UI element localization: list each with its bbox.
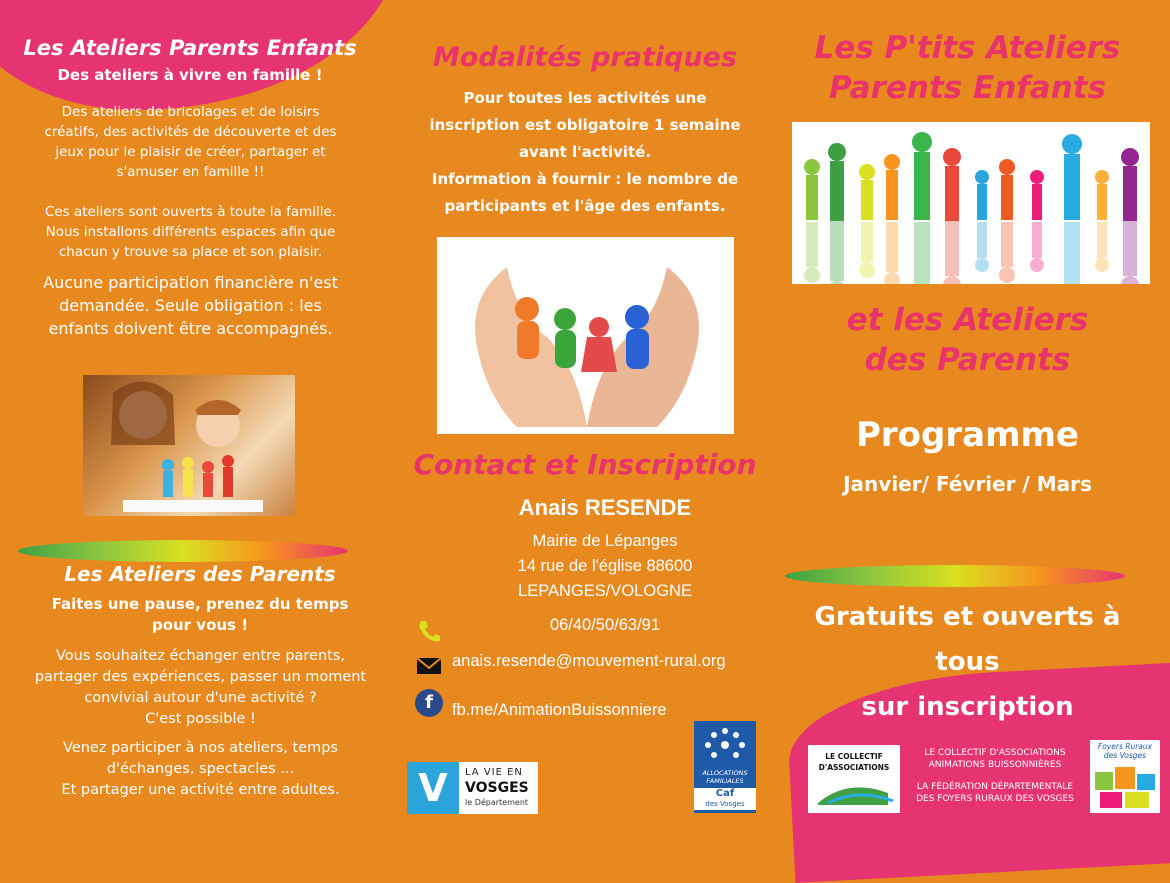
heading-modalites: Modalités pratiques bbox=[432, 42, 738, 73]
paragraph-ouverts bbox=[18, 202, 363, 262]
text-line: Venez participer à nos ateliers, temps bbox=[63, 740, 338, 756]
title-line: et les Ateliers bbox=[846, 302, 1089, 338]
contact-name: Anais RESENDE bbox=[518, 495, 692, 520]
logo-caf bbox=[694, 721, 756, 813]
contact-phone[interactable]: 06/40/50/63/91 bbox=[549, 616, 661, 634]
text-line: pour vous ! bbox=[151, 616, 249, 634]
text-line: Mairie de Lépanges bbox=[532, 532, 678, 550]
ateliers-parents-block bbox=[0, 562, 400, 636]
subheading-famille: Des ateliers à vivre en famille ! bbox=[57, 66, 323, 84]
text-line: Vous souhaitez échanger entre parents, bbox=[55, 648, 346, 664]
text-line: inscription est obligatoire 1 semaine bbox=[429, 116, 741, 134]
heading-ateliers-parents-enfants: Les Ateliers Parents Enfants bbox=[23, 36, 357, 60]
text-line: Ces ateliers sont ouverts à toute la famille. bbox=[44, 204, 337, 220]
paragraph-participer bbox=[18, 738, 383, 801]
text-line: participants et l'âge des enfants. bbox=[444, 197, 726, 215]
text-line: LEPANGES/VOLOGNE bbox=[518, 582, 692, 600]
paragraph-bricolages bbox=[18, 102, 363, 182]
phone-icon bbox=[416, 618, 442, 648]
title-line: Parents Enfants bbox=[828, 70, 1107, 106]
logo-text: LE COLLECTIF bbox=[825, 752, 883, 761]
text-line: s'amuser en famille !! bbox=[116, 164, 265, 180]
text-line: DES FOYERS RURAUX DES VOSGES bbox=[916, 794, 1074, 804]
text-line: Pour toutes les activités une bbox=[463, 89, 707, 107]
caf-bottom bbox=[694, 788, 756, 810]
contact-facebook[interactable]: fb.me/AnimationBuissonniere bbox=[452, 701, 667, 719]
text-line: ANIMATIONS BUISSONNIÈRES bbox=[928, 760, 1062, 770]
text-line: partager des expériences, passer un moment bbox=[34, 669, 367, 685]
spacer bbox=[905, 771, 1085, 781]
vosges-v-icon: V bbox=[407, 762, 459, 814]
logo-vosges bbox=[407, 762, 538, 814]
text-line: convivial autour d'une activité ? bbox=[84, 690, 317, 706]
caf-figures-icon bbox=[694, 721, 756, 765]
logo-text: VOSGES bbox=[465, 780, 529, 796]
text-line: enfants doivent être accompagnés. bbox=[48, 319, 333, 338]
collectif-landscape-icon bbox=[808, 773, 900, 813]
programme-label: Programme bbox=[855, 415, 1079, 455]
programme-months: Janvier/ Février / Mars bbox=[843, 472, 1092, 496]
contact-email[interactable]: anais.resende@mouvement-rural.org bbox=[452, 652, 726, 670]
text-line: 14 rue de l'église 88600 bbox=[517, 557, 693, 575]
silhouettes-illustration bbox=[792, 122, 1150, 284]
logo-text: Foyers Ruraux des Vosges bbox=[1097, 742, 1153, 760]
logo-collectif bbox=[808, 745, 900, 813]
text-line: LA FÉDÉRATION DÉPARTEMENTALE bbox=[916, 782, 1074, 792]
brush-stroke-right bbox=[785, 565, 1125, 587]
heading-contact: Contact et Inscription bbox=[413, 448, 757, 481]
modalites-info bbox=[405, 85, 765, 220]
photo-hands-figures bbox=[437, 237, 734, 434]
text-line: créatifs, des activités de découverte et des bbox=[44, 124, 337, 140]
photo-mother-child bbox=[83, 375, 295, 516]
paragraph-echanger bbox=[18, 646, 383, 730]
logo-text: des Vosges bbox=[705, 800, 745, 808]
text-line: avant l'activité. bbox=[518, 143, 652, 161]
subtitle bbox=[790, 300, 1145, 380]
main-title bbox=[790, 28, 1145, 108]
facebook-icon: f bbox=[415, 689, 443, 717]
text-line: demandée. Seule obligation : les bbox=[59, 296, 322, 315]
brush-stroke-left bbox=[18, 540, 348, 562]
text-line: jeux pour le plaisir de créer, partager et bbox=[55, 144, 326, 160]
collectif-text bbox=[808, 751, 900, 773]
logo-text: LA VIE EN bbox=[465, 767, 523, 778]
hands-illustration bbox=[437, 237, 734, 434]
email-icon bbox=[416, 656, 442, 680]
logo-text: le Département bbox=[465, 798, 529, 807]
subheading-pause bbox=[0, 594, 400, 636]
text-line: Aucune participation financière n'est bbox=[43, 273, 338, 292]
text-line: Gratuits et ouverts à tous bbox=[814, 602, 1121, 677]
logo-text: FAMILIALES bbox=[706, 777, 744, 785]
text-line: sur inscription bbox=[861, 692, 1074, 722]
paragraph-participation bbox=[18, 271, 363, 340]
logo-text: D'ASSOCIATIONS bbox=[818, 763, 890, 772]
title-line: des Parents bbox=[864, 342, 1071, 378]
text-line: Et partager une activité entre adultes. bbox=[61, 782, 340, 798]
photo-dancing-silhouettes bbox=[792, 122, 1150, 284]
text-line: LE COLLECTIF D'ASSOCIATIONS bbox=[924, 748, 1066, 758]
free-info bbox=[780, 595, 1155, 730]
text-line: Des ateliers de bricolages et de loisirs bbox=[61, 104, 320, 120]
title-line: Les P'tits Ateliers bbox=[814, 30, 1121, 66]
logo-foyers-ruraux bbox=[1090, 740, 1160, 813]
text-line: Information à fournir : le nombre de bbox=[431, 170, 739, 188]
partners-text bbox=[905, 747, 1085, 805]
text-line: chacun y trouve sa place et son plaisir. bbox=[58, 244, 323, 260]
text-line: Nous installons différents espaces afin que bbox=[45, 224, 336, 240]
logo-text: Caf bbox=[715, 788, 735, 799]
text-line: d'échanges, spectacles ... bbox=[106, 761, 295, 777]
heading-ateliers-des-parents: Les Ateliers des Parents bbox=[64, 562, 336, 586]
caf-text bbox=[694, 769, 756, 785]
contact-address bbox=[440, 529, 770, 604]
left-panel bbox=[0, 36, 380, 84]
logo-text: ALLOCATIONS bbox=[702, 769, 748, 777]
text-line: Faites une pause, prenez du temps bbox=[51, 595, 349, 613]
foyers-squares-icon bbox=[1090, 762, 1160, 812]
photo-figures bbox=[83, 375, 295, 516]
text-line: C'est possible ! bbox=[145, 711, 256, 727]
